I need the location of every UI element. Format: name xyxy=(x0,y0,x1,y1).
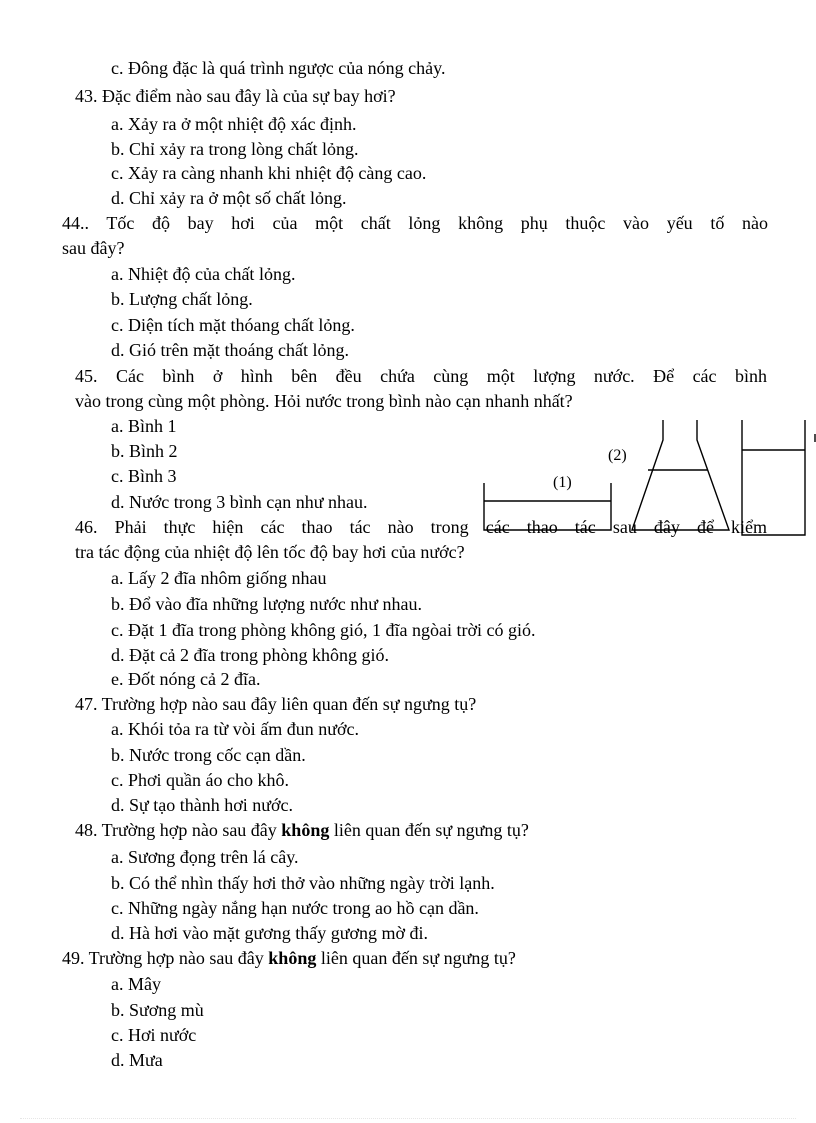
q45-option-b: b. Bình 2 xyxy=(111,441,178,461)
question-49-emphasis: không xyxy=(268,948,317,968)
q48-option-a: a. Sương đọng trên lá cây. xyxy=(111,847,299,867)
q45-option-c: c. Bình 3 xyxy=(111,466,177,486)
q49-option-b: b. Sương mù xyxy=(111,1000,204,1020)
question-49 xyxy=(62,946,516,970)
q49-option-c: c. Hơi nước xyxy=(111,1025,197,1045)
question-45-line-2: vào trong cùng một phòng. Hỏi nước trong bình nào cạn nhanh nhất? xyxy=(75,391,573,411)
q47-option-d: d. Sự tạo thành hơi nước. xyxy=(111,795,294,815)
question-46-line-2: tra tác động của nhiệt độ lên tốc độ bay hơi của nước? xyxy=(75,542,465,562)
question-49-suffix: liên quan đến sự ngưng tụ? xyxy=(316,948,516,968)
q46-option-d: d. Đặt cả 2 đĩa trong phòng không gió. xyxy=(111,645,389,665)
q45-option-d: d. Nước trong 3 bình cạn như nhau. xyxy=(111,492,368,512)
question-44-line-2: sau đây? xyxy=(62,238,125,258)
q46-option-a: a. Lấy 2 đĩa nhôm giống nhau xyxy=(111,568,327,588)
q47-option-a: a. Khói tỏa ra từ vòi ấm đun nước. xyxy=(111,719,359,739)
q44-option-d: d. Gió trên mặt thoáng chất lỏng. xyxy=(111,340,349,360)
question-48-suffix: liên quan đến sự ngưng tụ? xyxy=(329,820,529,840)
q48-option-c: c. Những ngày nắng hạn nước trong ao hồ cạn dần. xyxy=(111,898,479,918)
q49-option-a: a. Mây xyxy=(111,974,161,994)
question-45-line-1: 45. Các bình ở hình bên đều chứa cùng một lượng nước. Để các bình xyxy=(75,366,767,386)
question-44-line-1: 44.. Tốc độ bay hơi của một chất lỏng không phụ thuộc vào yếu tố nào xyxy=(62,213,768,233)
q43-option-d: d. Chỉ xảy ra ở một số chất lỏng. xyxy=(111,188,347,208)
q42-option-c: c. Đông đặc là quá trình ngược của nóng chảy. xyxy=(111,58,446,78)
q45-option-a: a. Bình 1 xyxy=(111,416,177,436)
vessel-2-outline xyxy=(632,420,729,530)
q44-option-a: a. Nhiệt độ của chất lỏng. xyxy=(111,264,296,284)
q43-option-b: b. Chỉ xảy ra trong lòng chất lỏng. xyxy=(111,139,359,159)
q43-option-c: c. Xảy ra càng nhanh khi nhiệt độ càng cao. xyxy=(111,163,427,183)
question-48-emphasis: không xyxy=(281,820,330,840)
q46-option-c: c. Đặt 1 đĩa trong phòng không gió, 1 đĩa ngòai trời có gió. xyxy=(111,620,536,640)
vessel-2-label: (2) xyxy=(608,447,627,464)
q46-option-b: b. Đổ vào đĩa những lượng nước như nhau. xyxy=(111,594,423,614)
q47-option-b: b. Nước trong cốc cạn dần. xyxy=(111,745,306,765)
question-49-prefix: 49. Trường hợp nào sau đây xyxy=(62,948,269,968)
question-48 xyxy=(75,818,529,842)
question-43: 43. Đặc điểm nào sau đây là của sự bay hơi? xyxy=(75,86,396,106)
q44-option-b: b. Lượng chất lỏng. xyxy=(111,289,253,309)
q47-option-c: c. Phơi quần áo cho khô. xyxy=(111,770,289,790)
q48-option-b: b. Có thể nhìn thấy hơi thở vào những ngày trời lạnh. xyxy=(111,873,495,893)
q46-option-e: e. Đốt nóng cả 2 đĩa. xyxy=(111,669,261,689)
question-47: 47. Trường hợp nào sau đây liên quan đến sự ngưng tụ? xyxy=(75,694,477,714)
question-46-line-1: 46. Phải thực hiện các thao tác nào trong các thao tác sau đây để kiểm xyxy=(75,517,767,537)
q48-option-d: d. Hà hơi vào mặt gương thấy gương mờ đi. xyxy=(111,923,429,943)
vessel-1-label: (1) xyxy=(553,474,572,491)
q43-option-a: a. Xảy ra ở một nhiệt độ xác định. xyxy=(111,114,357,134)
q49-option-d: d. Mưa xyxy=(111,1050,163,1070)
q44-option-c: c. Diện tích mặt thóang chất lỏng. xyxy=(111,315,355,335)
page-bottom-border xyxy=(20,1118,796,1119)
question-48-prefix: 48. Trường hợp nào sau đây xyxy=(75,820,282,840)
